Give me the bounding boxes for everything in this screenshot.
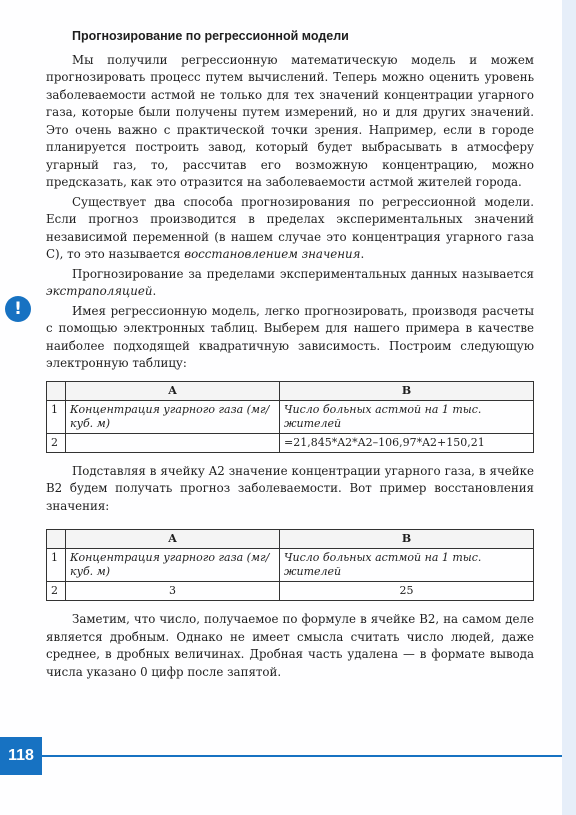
table-row (47, 400, 534, 433)
table-row (47, 433, 534, 452)
paragraph-3-text: Прогнозирование за пределами экспериментальных данных называется (72, 266, 534, 281)
page-edge (562, 0, 576, 815)
corner-cell (47, 381, 66, 400)
cell-a2: 3 (66, 582, 280, 601)
exclamation-icon: ! (5, 296, 31, 322)
column-header-a: A (66, 530, 280, 549)
footer-divider (42, 755, 562, 757)
cell-b2: 25 (280, 582, 534, 601)
paragraph-4: Имея регрессионную модель, легко прогнозировать, производя расчеты с помощью электронных таблиц. Выберем для нашего примера в качестве наиболее подходящей квадратичную зависимость. Построим следующую электронную таблицу: (46, 303, 534, 370)
table-header-row (47, 381, 534, 400)
corner-cell (47, 530, 66, 549)
row-header: 1 (47, 549, 66, 582)
column-header-a: A (66, 381, 280, 400)
spreadsheet-table-values (46, 529, 534, 601)
paragraph-5: Подставляя в ячейку A2 значение концентрации угарного газа, в ячейке B2 будем получать прогноз заболеваемости. Вот пример восстановления значения: (46, 463, 534, 513)
column-header-b: B (280, 381, 534, 400)
cell-a1: Концентрация угарного газа (мг/куб. м) (66, 400, 280, 433)
cell-b1: Число больных астмой на 1 тыс. жителей (280, 400, 534, 433)
cell-a2 (66, 433, 280, 452)
paragraph-3-end: . (152, 284, 157, 298)
term-restoration: восстановлением значения (184, 247, 361, 261)
paragraph-1: Мы получили регрессионную математическую модель и можем прогнозировать процесс путем вычислений. Теперь можно оценить уровень заболеваемости астмой не только для тех значений концентрации угарного газа, которые были получены путем измерений, но и для других значений. Это очень важно с практической точки зрения. Например, если в городе планируется построить завод, который будет выбрасывать в атмосферу угарный газ, то, рассчитав его возможную концентрацию, можно предсказать, как это отразится на заболеваемости астмой жителей города. (46, 52, 534, 189)
page-content (46, 28, 534, 681)
paragraph-3 (46, 266, 534, 301)
table-row (47, 582, 534, 601)
table-row (47, 549, 534, 582)
table-header-row (47, 530, 534, 549)
section-heading: Прогнозирование по регрессионной модели (72, 29, 349, 43)
row-header: 2 (47, 582, 66, 601)
paragraph-2 (46, 194, 534, 264)
spreadsheet-table-formula (46, 381, 534, 453)
paragraph-2-end: . (360, 247, 365, 261)
column-header-b: B (280, 530, 534, 549)
cell-b1: Число больных астмой на 1 тыс. жителей (280, 549, 534, 582)
paragraph-2-text: Существует два способа прогнозирования по регрессионной модели. Если прогноз производится в пределах экспериментальных значений независимой переменной (в нашем случае это концентрация угарного газа C), то это называется (46, 194, 534, 261)
term-extrapolation: экстраполяцией (46, 284, 153, 298)
cell-a1: Концентрация угарного газа (мг/куб. м) (66, 549, 280, 582)
row-header: 2 (47, 433, 66, 452)
page-number: 118 (0, 737, 42, 775)
cell-b2-formula: =21,845*A2*A2–106,97*A2+150,21 (280, 433, 534, 452)
row-header: 1 (47, 400, 66, 433)
paragraph-6: Заметим, что число, получаемое по формуле в ячейке B2, на самом деле является дробным. Однако не имеет смысла считать число людей, даже среднее, в дробных величинах. Дробная часть удалена — в формате вывода числа указано 0 цифр после запятой. (46, 612, 534, 679)
